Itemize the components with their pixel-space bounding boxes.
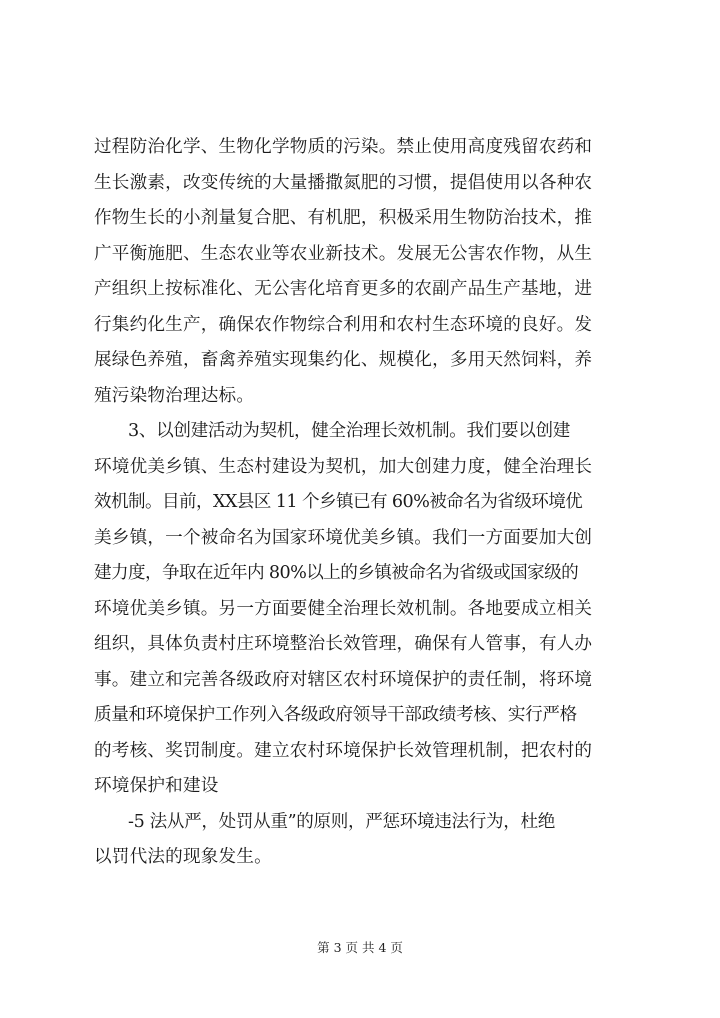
text-line: 以罚代法的现象发生。: [94, 847, 272, 867]
text-line: 环境保护和建设: [94, 776, 219, 796]
text-line: 的考核、奖罚制度。建立农村环境保护长效管理机制，把农村的: [94, 740, 593, 761]
text-line: 广平衡施肥、生态农业等农业新技术。发展无公害农作物，从生: [94, 243, 593, 264]
text-line: 效机制。目前，XX县区 11 个乡镇已有 60%被命名为省级环境优: [94, 492, 583, 512]
text-line: 殖污染物治理达标。: [94, 385, 255, 406]
page-number: 第 3 页 共 4 页: [317, 940, 403, 955]
text-line: 美乡镇，一个被命名为国家环境优美乡镇。我们一方面要加大创: [94, 527, 593, 548]
text-line: 作物生长的小剂量复合肥、有机肥，积极采用生物防治技术，推: [94, 208, 593, 228]
text-line: 行集约化生产，确保农作物综合利用和农村生态环境的良好。发: [94, 314, 593, 335]
text-line: 3、以创建活动为契机，健全治理长效机制。我们要以创建: [128, 421, 570, 441]
text-line: 展绿色养殖，畜禽养殖实现集约化、规模化，多用天然饲料，养: [94, 350, 593, 370]
text-line: 建力度，争取在近年内 80%以上的乡镇被命名为省级或国家级的: [94, 563, 579, 583]
document-body: [94, 130, 634, 876]
text-line: -5 法从严，处罚从重”的原则，严惩环境违法行为，杜绝: [128, 811, 555, 832]
text-line: 产组织上按标准化、无公害化培育更多的农副产品生产基地，进: [94, 279, 593, 299]
text-line: 过程防治化学、生物化学物质的污染。禁止使用高度残留农药和: [94, 137, 593, 157]
text-line: 生长激素，改变传统的大量播撒氮肥的习惯，提倡使用以各种农: [94, 172, 593, 193]
text-line: 环境优美乡镇。另一方面要健全治理长效机制。各地要成立相关: [94, 598, 593, 619]
page-footer: [0, 940, 720, 956]
text-line: 组织，具体负责村庄环境整治长效管理，确保有人管事，有人办: [94, 634, 593, 654]
text-line: 质量和环境保护工作列入各级政府领导干部政绩考核、实行严格: [94, 705, 577, 725]
text-line: 环境优美乡镇、生态村建设为契机，加大创建力度，健全治理长: [94, 456, 593, 477]
text-line: 事。建立和完善各级政府对辖区农村环境保护的责任制，将环境: [94, 669, 593, 690]
